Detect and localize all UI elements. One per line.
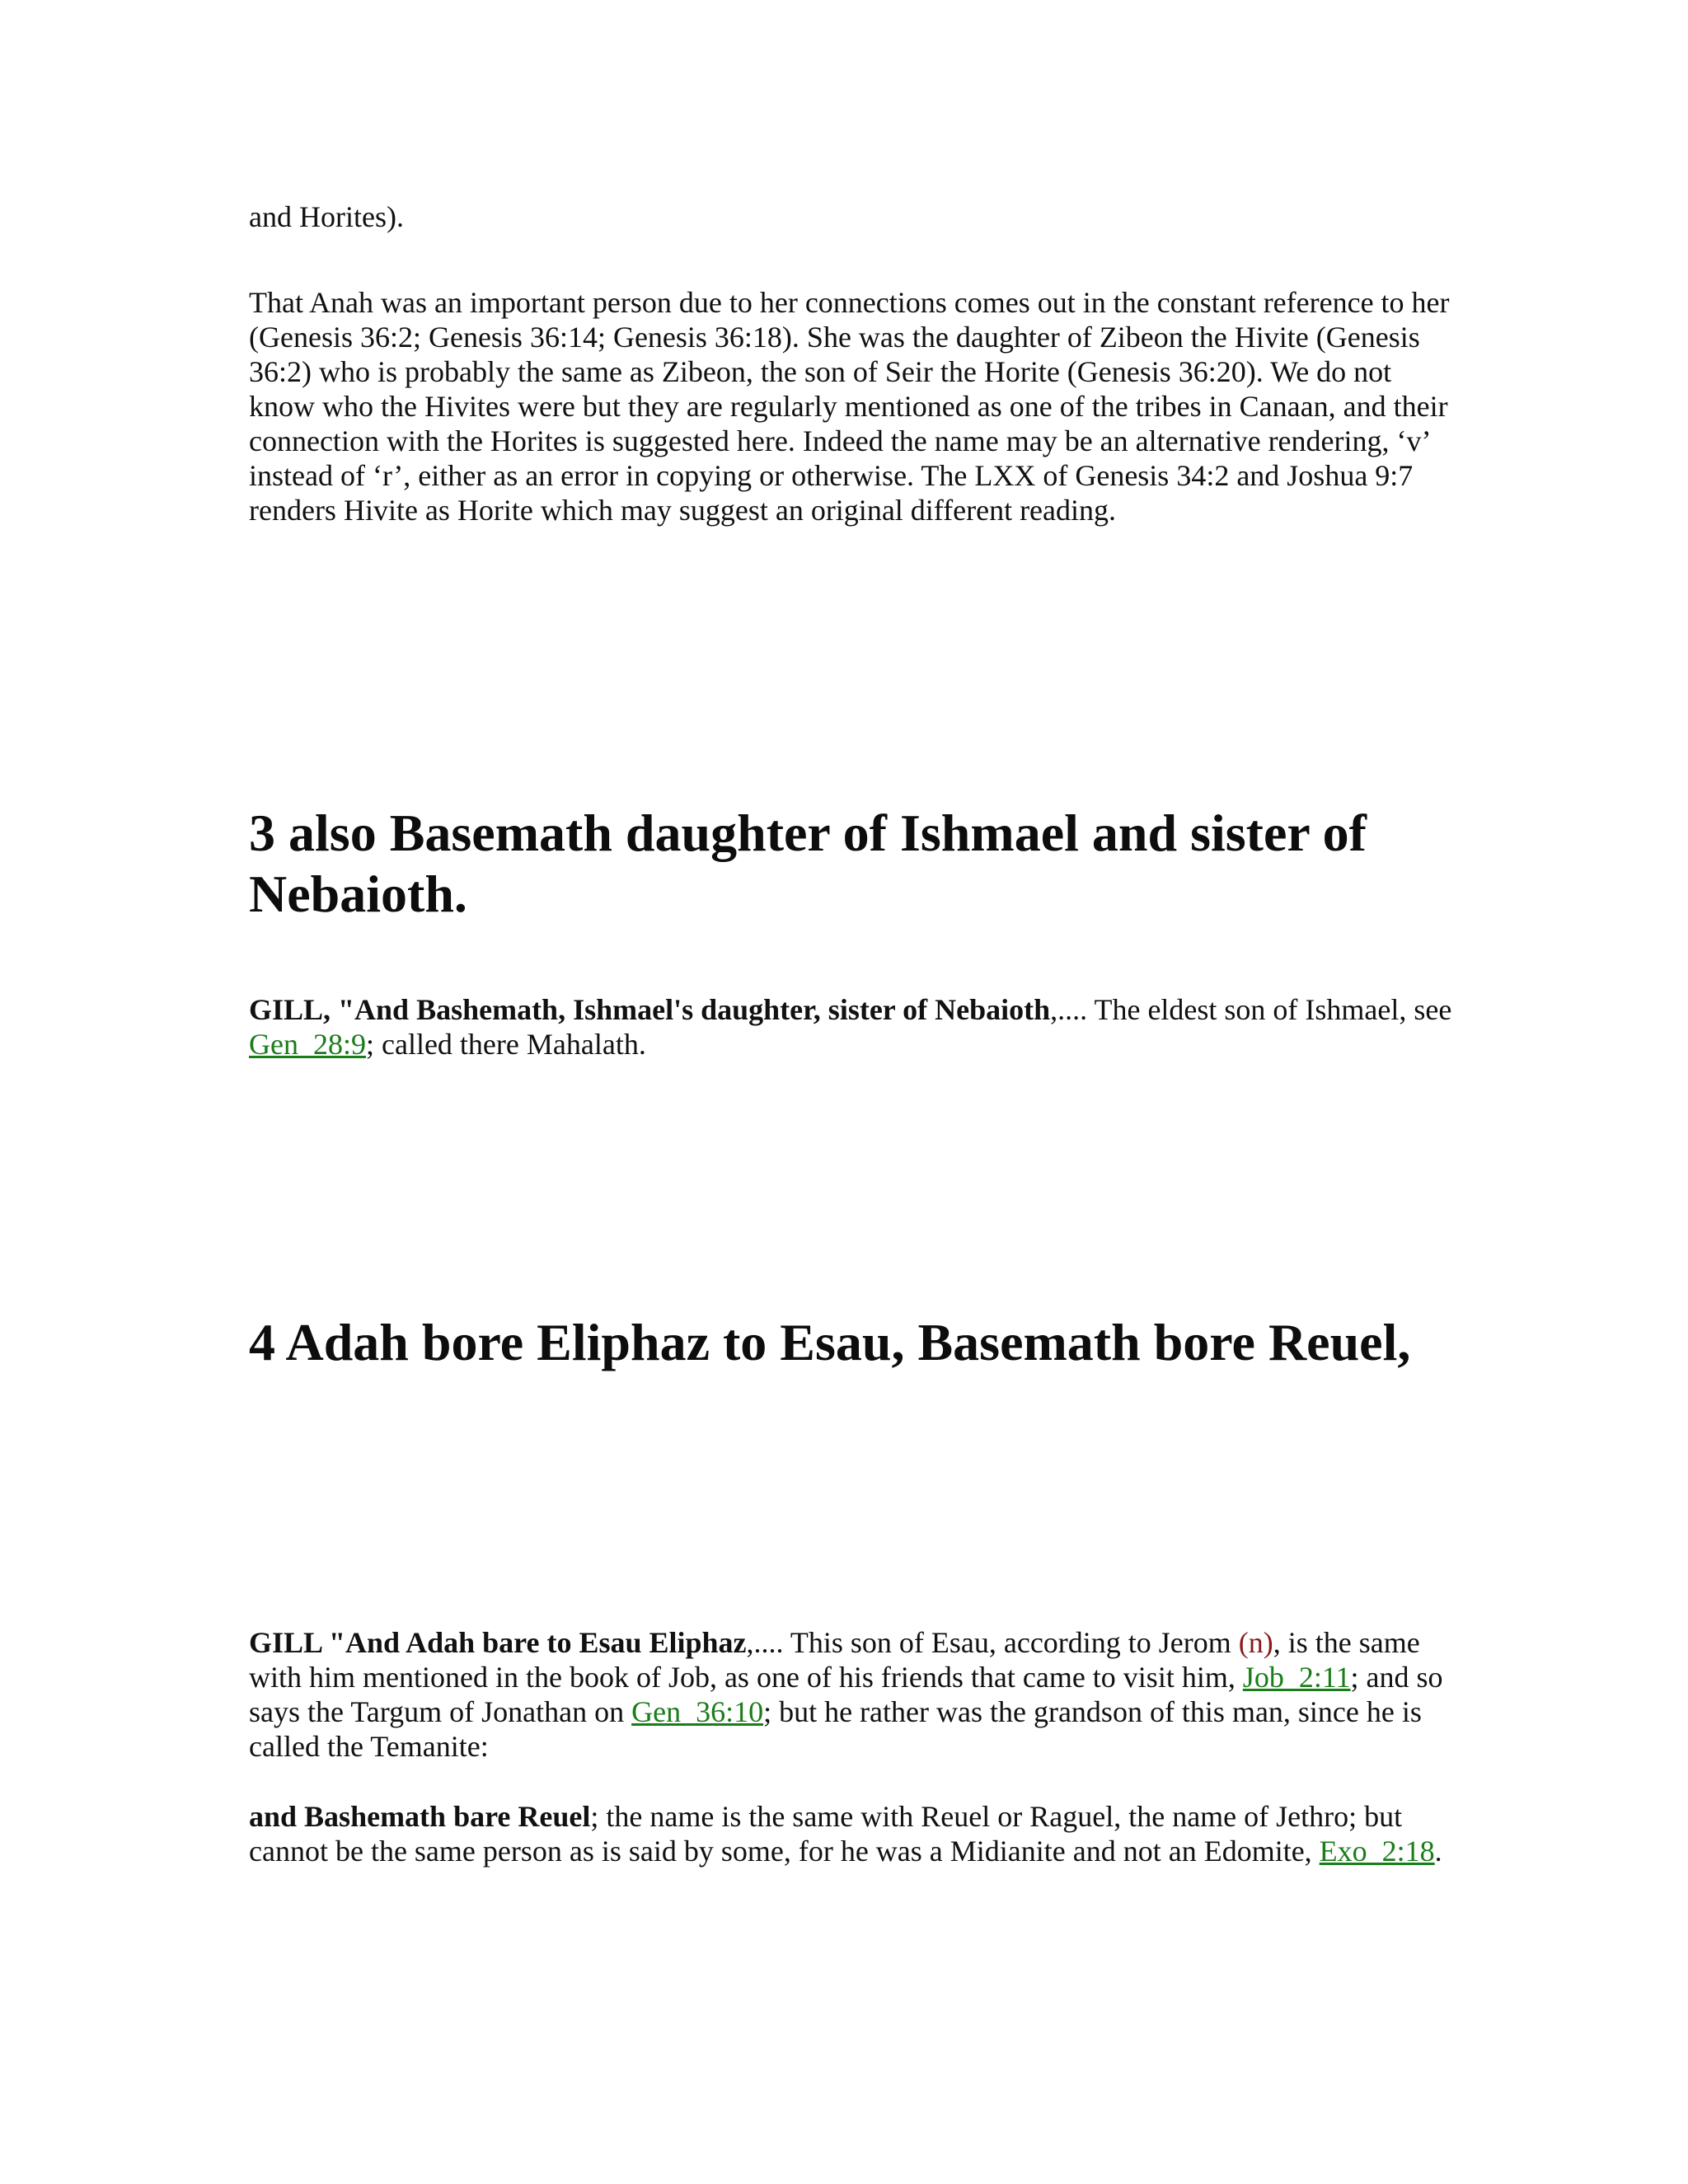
commentary-text: ; called there Mahalath. (365, 1028, 646, 1061)
gill-lemma: GILL, "And Bashemath, Ishmael's daughter, sister of Nebaioth (249, 993, 1051, 1026)
scripture-link[interactable]: Exo_2:18 (1319, 1835, 1435, 1868)
verse-3-gill-commentary (249, 992, 1452, 1062)
continuation-text: and Horites). (249, 200, 404, 233)
commentary-text: ,.... This son of Esau, according to Jerom (746, 1626, 1239, 1659)
gill-lemma: GILL "And Adah bare to Esau Eliphaz (249, 1626, 747, 1659)
verse-4-heading: 4 Adah bore Eliphaz to Esau, Basemath bore Reuel, (249, 1313, 1411, 1371)
verse-3-heading: 3 also Basemath daughter of Ishmael and sister of Nebaioth. (249, 804, 1367, 923)
commentary-text: ; and so says the Targum of Jonathan on (249, 1661, 1443, 1728)
commentary-text: ; the name is the same with Reuel or Raguel, the name of Jethro; but cannot be the same person as is said by some, for he was a Midianite and not an Edomite, (249, 1800, 1403, 1868)
scripture-link[interactable]: Gen_28:9 (249, 1028, 366, 1061)
commentary-text: ; but he rather was the grandson of this man, since he is called the Temanite: (249, 1695, 1422, 1763)
scripture-link[interactable]: Gen_36:10 (631, 1695, 764, 1728)
footnote-marker[interactable]: (n) (1238, 1626, 1273, 1659)
commentary-text: ,.... The eldest son of Ishmael, see (1050, 993, 1452, 1026)
scripture-link[interactable]: Job_2:11 (1242, 1661, 1351, 1694)
gill-lemma: and Bashemath bare Reuel (249, 1800, 591, 1833)
verse-4-second-commentary (249, 1799, 1452, 1868)
commentary-text: . (1434, 1835, 1442, 1868)
verse-4-gill-commentary (249, 1625, 1452, 1764)
commentary-text: , is the same with him mentioned in the book of Job, as one of his friends that came to visit him, (249, 1626, 1420, 1694)
anah-paragraph: That Anah was an important person due to her connections comes out in the constant reference to her (Genesis 36:2; Genesis 36:14; Genesis 36:18). She was the daughter of Zibeon the Hivite (Genesis 36:2) who is probably the same as Zibeon, the son of Seir the Horite (Genesis 36:20). We do not know who the Hivites were but they are regularly mentioned as one of the tribes in Canaan, and their connection with the Horites is suggested here. Indeed the name may be an alternative rendering, ‘v’ instead of ‘r’, either as an error in copying or otherwise. The LXX of Genesis 34:2 and Joshua 9:7 renders Hivite as Horite which may suggest an original different reading. (249, 286, 1450, 527)
